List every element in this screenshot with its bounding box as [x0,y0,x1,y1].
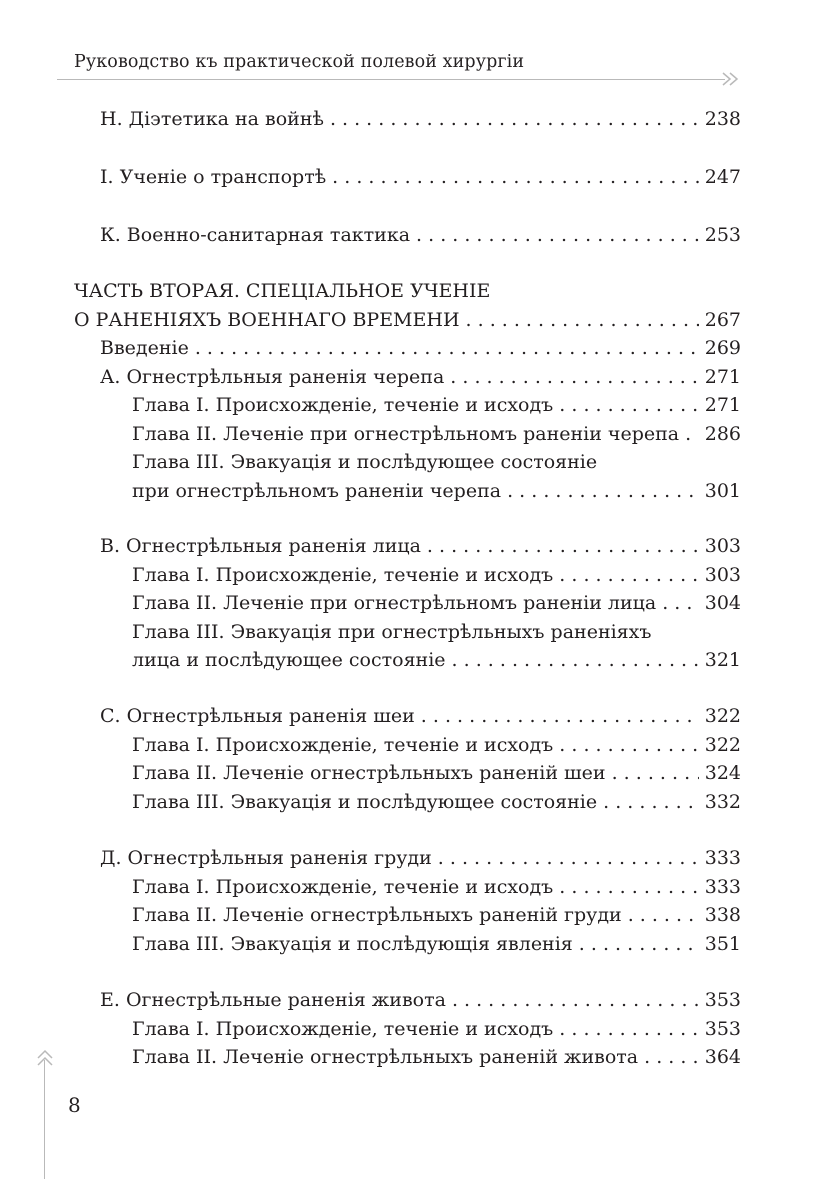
toc-dot-leader [466,309,699,331]
arrow-right-icon [721,70,741,88]
toc-entry-page: 351 [704,933,741,955]
toc-entry-title: В. Огнестрѣльныя раненія лица [100,535,421,557]
toc-entry[interactable] [100,705,741,735]
toc-entry-title: Глава I. Происхожденіе, теченіе и исходъ [132,734,554,756]
toc-entry[interactable] [132,734,741,764]
toc-entry-page: 304 [704,592,741,614]
toc-dot-leader [427,535,699,557]
toc-dot-leader [559,734,698,756]
toc-entry-page: 301 [704,480,741,502]
toc-entry-page: 353 [704,989,741,1011]
toc-entry-title: Глава II. Леченіе при огнестрѣльномъ раненіи черепа [132,423,680,445]
toc-entry-page: 271 [704,394,741,416]
toc-entry-title: Д. Огнестрѣльныя раненія груди [100,847,432,869]
running-head-title: Руководство къ практической полевой хирургіи [74,52,525,72]
toc-entry-title: О РАНЕНІЯХЪ ВОЕННАГО ВРЕМЕНИ [74,309,460,331]
toc-entry-page: 364 [704,1046,741,1068]
toc-entry-page: 322 [704,705,741,727]
toc-entry[interactable] [132,933,741,963]
toc-dot-leader [559,394,698,416]
toc-entry-page: 303 [704,564,741,586]
toc-dot-leader [603,791,699,813]
toc-entry-title: Глава II. Леченіе при огнестрѣльномъ раненіи лица [132,592,657,614]
toc-entry-title: Глава I. Происхожденіе, теченіе и исходъ [132,1018,554,1040]
toc-dot-leader [612,762,699,784]
toc-entry-page: 338 [704,904,741,926]
toc-entry[interactable] [132,1018,741,1048]
toc-entry-title: Глава I. Происхожденіе, теченіе и исходъ [132,876,554,898]
toc-dot-leader [452,989,699,1011]
toc-entry-title: Введеніе [100,337,189,359]
toc-entry-page: 333 [704,847,741,869]
toc-dot-leader [332,166,699,188]
toc-entry-title: Н. Діэтетика на войнѣ [100,108,324,130]
toc-entry-page: 322 [704,734,741,756]
toc-dot-leader [330,108,699,130]
toc-entry[interactable] [100,337,741,367]
toc-entry[interactable] [100,847,741,877]
page-number: 8 [68,1093,81,1117]
toc-entry-title: І. Ученіе о транспортѣ [100,166,327,188]
toc-entry-page: 271 [704,366,741,388]
side-rule [44,1060,45,1179]
toc-entry[interactable] [100,166,741,196]
toc-entry-page: 303 [704,535,741,557]
toc-dot-leader [644,1046,699,1068]
toc-entry-title-line: Глава III. Эвакуація и послѣдующее состояніе [132,451,598,473]
toc-dot-leader [628,904,699,926]
toc-dot-leader [450,366,698,388]
toc-entry-title: Глава III. Эвакуація и послѣдующія явленія [132,933,573,955]
toc-dot-leader [579,933,699,955]
toc-entry-title: Глава II. Леченіе огнестрѣльныхъ раненій груди [132,904,622,926]
toc-entry[interactable] [132,791,741,821]
toc-dot-leader [416,224,699,246]
toc-entry[interactable] [132,592,741,622]
toc-dot-leader [662,592,699,614]
toc-entry-title: Глава III. Эвакуація и послѣдующее состояніе [132,791,598,813]
toc-entry-page: 333 [704,876,741,898]
toc-entry[interactable] [100,108,741,138]
toc-entry[interactable] [100,366,741,396]
toc-entry-title-line: Глава III. Эвакуація при огнестрѣльныхъ раненіяхъ [132,621,652,643]
toc-entry[interactable] [132,564,741,594]
toc-part-heading: ЧАСТЬ ВТОРАЯ. СПЕЦІАЛЬНОЕ УЧЕНІЕ [74,280,491,302]
toc-entry[interactable] [132,649,741,679]
toc-dot-leader [421,705,699,727]
toc-entry-title: при огнестрѣльномъ раненіи черепа [132,480,502,502]
toc-entry[interactable] [132,1046,741,1076]
toc-dot-leader [559,876,698,898]
toc-entry[interactable] [132,876,741,906]
toc-entry-page: 269 [704,337,741,359]
toc-entry[interactable] [100,535,741,565]
arrow-up-icon [35,1049,55,1071]
toc-entry[interactable] [100,224,741,254]
toc-entry-page: 321 [704,649,741,671]
toc-dot-leader [438,847,699,869]
toc-entry[interactable] [132,762,741,792]
toc-entry[interactable] [132,423,741,453]
toc-entry-page: 267 [704,309,741,331]
toc-entry-title: Е. Огнестрѣльные раненія живота [100,989,446,1011]
toc-entry[interactable] [132,480,741,510]
toc-entry-title: Глава I. Происхожденіе, теченіе и исходъ [132,394,554,416]
toc-dot-leader [195,337,699,359]
toc-entry-title: С. Огнестрѣльныя раненія шеи [100,705,415,727]
toc-entry-title: А. Огнестрѣльныя раненія черепа [100,366,445,388]
toc-entry-page: 247 [704,166,741,188]
toc-entry-title: К. Военно-санитарная тактика [100,224,411,246]
toc-entry-title: Глава II. Леченіе огнестрѣльныхъ раненій живота [132,1046,639,1068]
toc-entry[interactable] [74,309,741,339]
toc-entry[interactable] [132,394,741,424]
toc-dot-leader [559,1018,698,1040]
header-rule [57,79,725,80]
toc-entry-page: 332 [704,791,741,813]
toc-dot-leader [685,423,699,445]
toc-dot-leader [452,649,699,671]
toc-entry-page: 286 [704,423,741,445]
toc-entry-page: 353 [704,1018,741,1040]
toc-entry[interactable] [100,989,741,1019]
toc-entry-title: лица и послѣдующее состояніе [132,649,446,671]
toc-entry[interactable] [132,904,741,934]
toc-entry-page: 324 [704,762,741,784]
toc-entry-title: Глава II. Леченіе огнестрѣльныхъ раненій шеи [132,762,606,784]
toc-dot-leader [507,480,699,502]
toc-entry-page: 238 [704,108,741,130]
toc-entry-title: Глава I. Происхожденіе, теченіе и исходъ [132,564,554,586]
toc-dot-leader [559,564,698,586]
toc-entry-page: 253 [704,224,741,246]
